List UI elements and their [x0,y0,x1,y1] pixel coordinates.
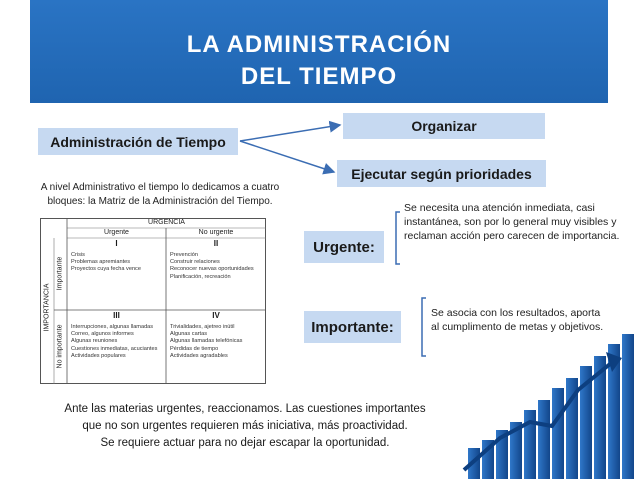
quadrant-3-label: III [113,311,120,320]
list-item: Problemas apremiantes [71,259,131,266]
quadrant-2-label: II [213,239,219,248]
list-item: Pérdidas de tiempo [170,345,219,352]
intro-line1: A nivel Administrativo el tiempo lo dedicamos a cuatro [40,182,280,193]
intro-line2: bloques: la Matriz de la Administración del Tiempo. [47,196,273,207]
list-item: Actividades agradables [170,352,228,359]
list-item: Interrupciones, algunas llamadas [71,324,154,330]
closing-text [50,401,440,452]
urgente-description: Se necesita una atención inmediata, casi instantánea, son por lo general muy visibles y reclaman acción pero carecen de importancia. [404,202,620,242]
quadrant-4-label: IV [212,311,220,320]
matrix-col-not-urgent: No urgente [198,229,234,236]
list-item: Trivialidades, ajetreo inútil [170,324,235,330]
closing-line2: que no son urgentes requieren más iniciativa, más proactividad. [82,420,408,432]
matrix-row-axis: IMPORTANCIA [43,283,51,332]
list-item: Algunas cartas [170,331,208,338]
importante-description: Se asocia con los resultados, aporta al cumplimento de metas y objetivos. [431,307,604,333]
list-item: Actividades populares [71,352,126,359]
rising-bar-chart-arrow-icon [460,330,638,479]
list-item: Algunas llamadas telefónicas [170,338,243,345]
matrix-row-not-important: No importante [56,324,64,369]
quadrant-4-items [170,324,264,360]
list-item: Algunas reuniones [71,338,118,345]
list-item: Cuestiones inmediatas, acuciantes [71,345,158,352]
quadrant-3-items [71,324,165,360]
importante-label: Importante: [304,311,401,343]
list-item: Crisis [71,252,85,258]
administracion-box: Administración de Tiempo [38,128,238,155]
ejecutar-box: Ejecutar según prioridades [337,160,546,187]
importante-brace [422,298,426,356]
quadrant-1-items [71,252,163,274]
arrow-to-ejecutar [240,141,334,172]
list-item: Reconocer nuevas oportunidades [170,266,254,273]
organizar-box: Organizar [343,113,545,139]
list-item: Correo, algunos informes [71,331,134,338]
quadrant-1-label: I [115,239,118,248]
list-item: Planificación, recreación [170,273,231,280]
list-item: Prevención [170,252,198,258]
urgente-label: Urgente: [304,231,384,263]
list-item: Construir relaciones [170,259,220,266]
urgente-brace [396,212,400,264]
matrix-col-urgent: Urgente [104,229,129,236]
list-item: Proyectos cuya fecha vence [71,266,141,273]
closing-line3: Se requiere actuar para no dejar escapar la oportunidad. [100,437,390,449]
matrix-header: URGENCIA [148,219,185,226]
intro-text [30,181,290,209]
arrow-to-organizar [240,125,340,141]
matrix-row-important: Importante [56,256,64,291]
slide-title-line2: DEL TIEMPO [240,63,398,90]
time-matrix [40,218,266,384]
closing-line1: Ante las materias urgentes, reaccionamos. Las cuestiones importantes [64,403,426,415]
quadrant-2-items [170,252,264,281]
slide-title-line1: LA ADMINISTRACIÓN [186,31,452,58]
